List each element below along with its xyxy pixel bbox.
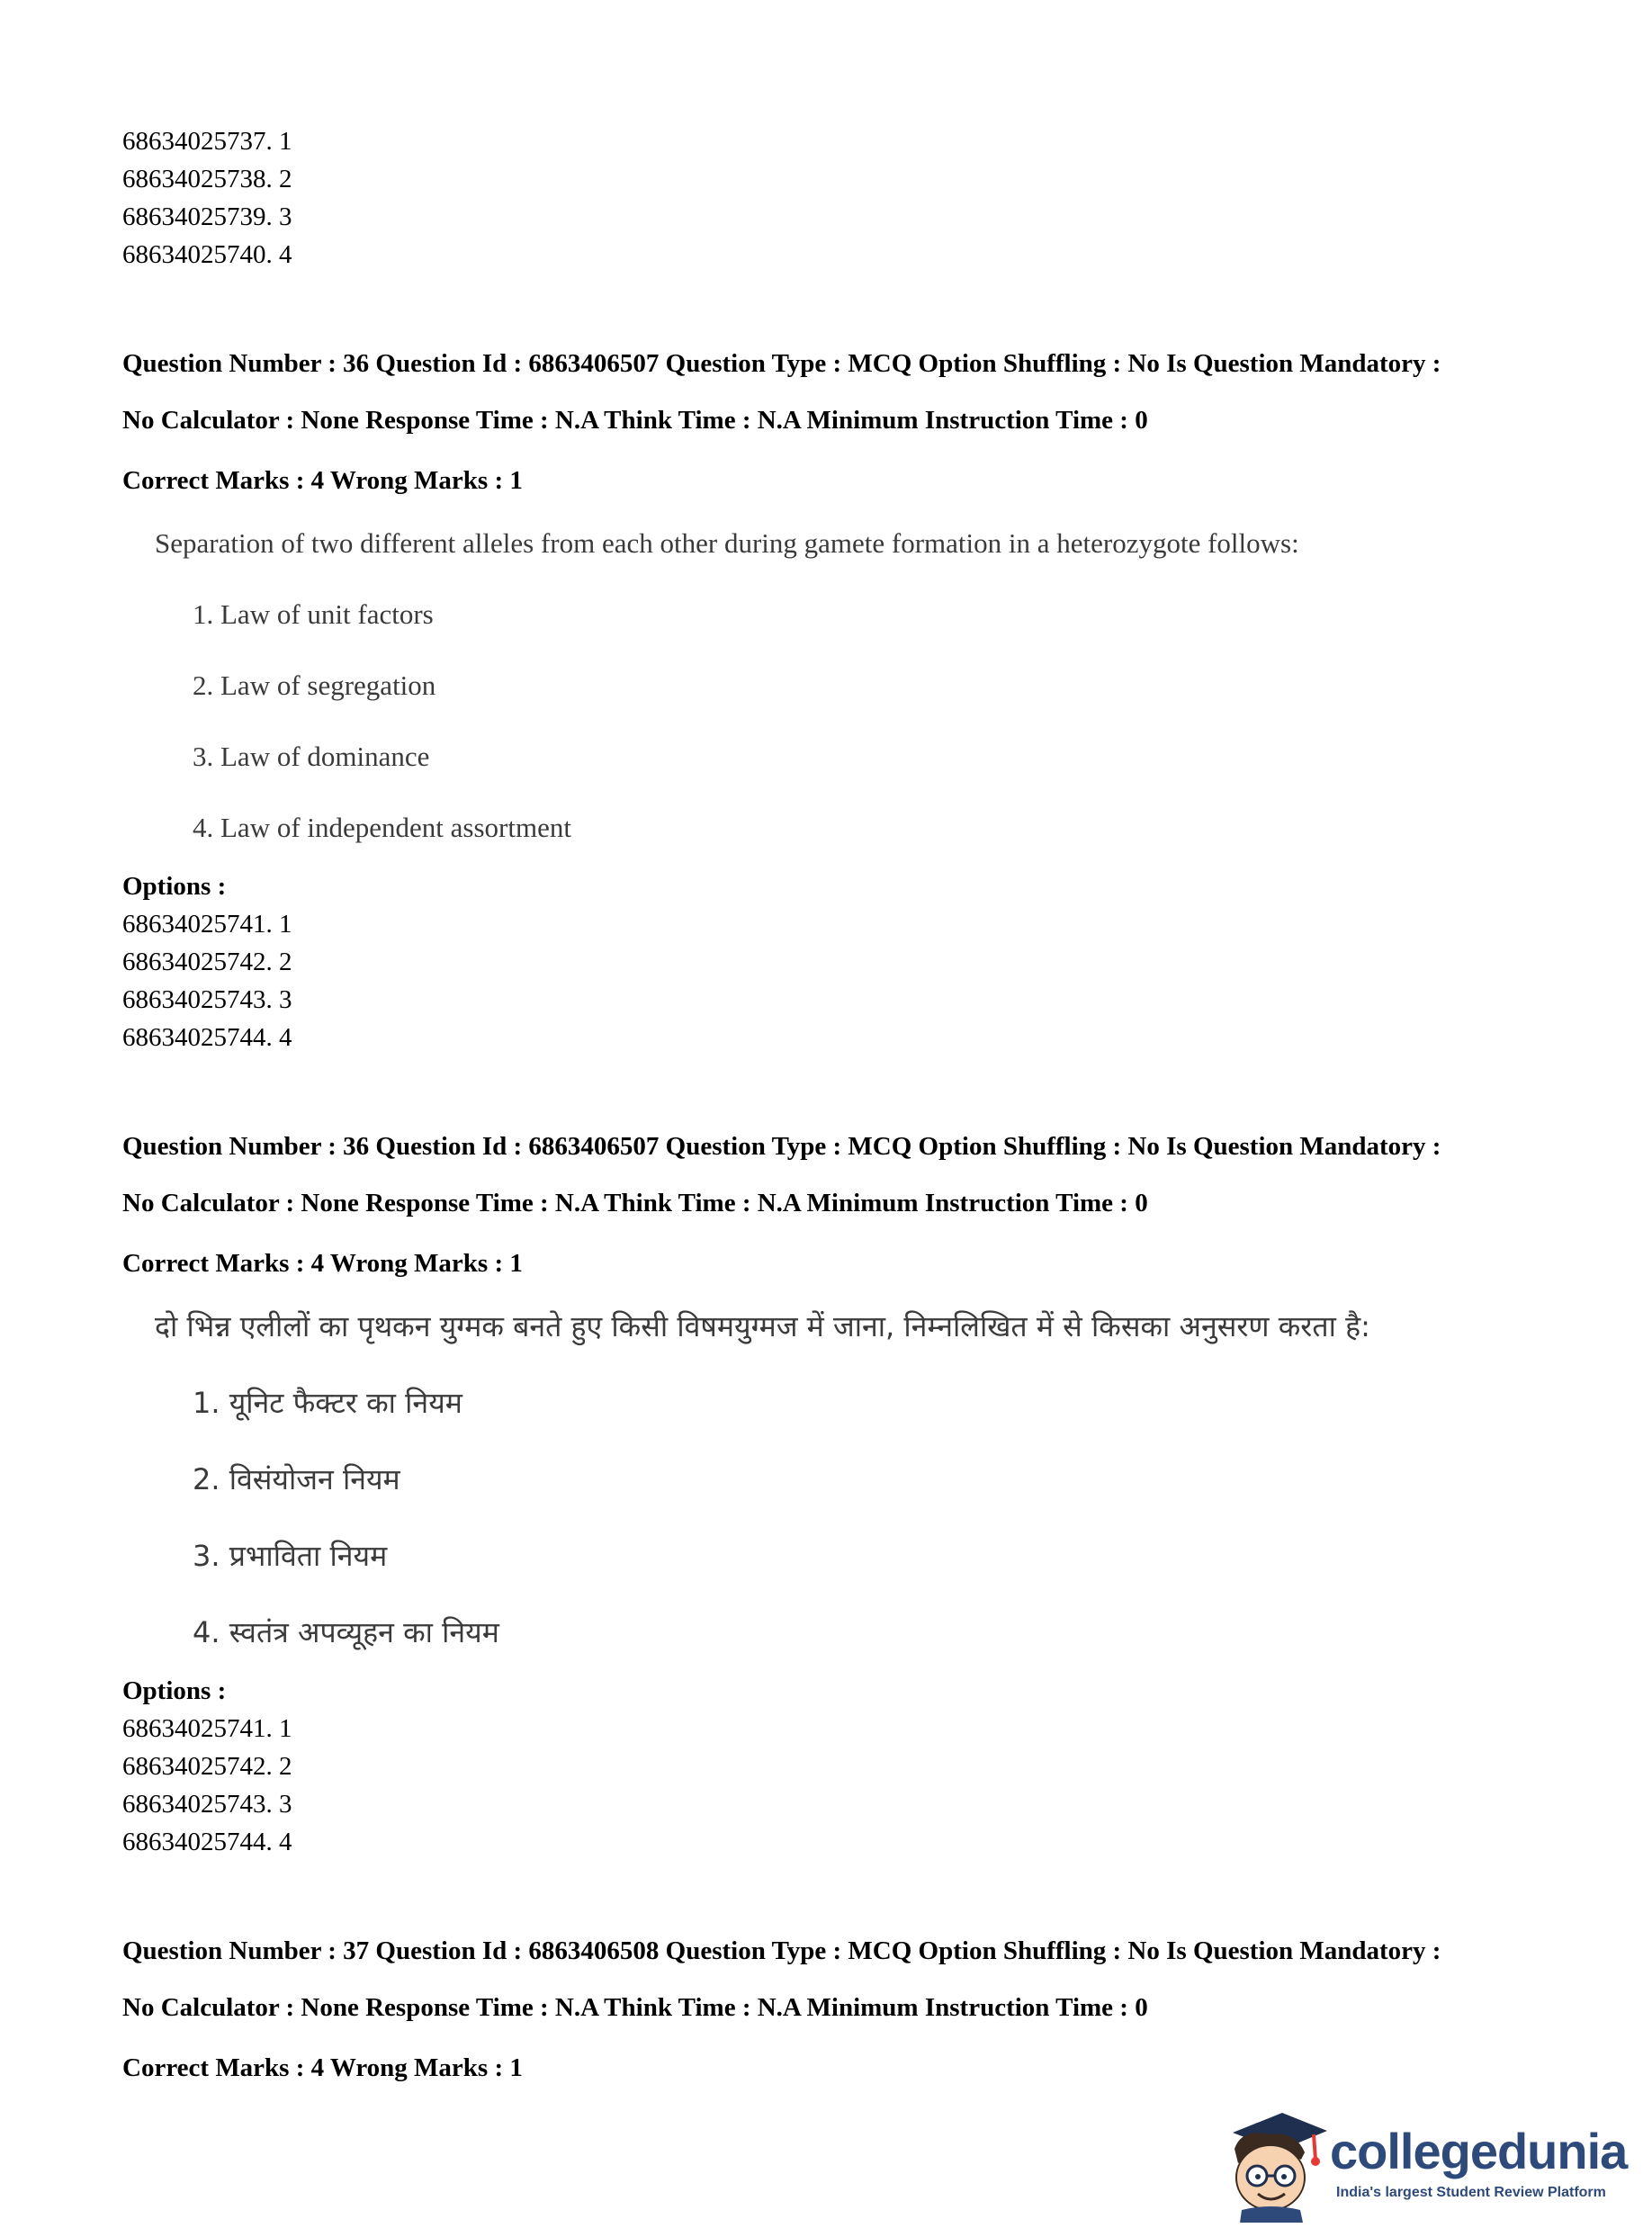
choice-item: 4. स्वतंत्र अपव्यूहन का नियम [193,1615,499,1649]
choice-item: 1. Law of unit factors [193,598,434,630]
option-line: 68634025737. 1 [122,127,292,156]
logo-wordmark: collegedunia [1330,2123,1628,2179]
question-block-36-en [122,348,1544,1056]
question-image [155,526,1544,846]
question-block-37 [122,1936,1544,2087]
choice-item: 3. Law of dominance [193,741,430,772]
question-text: दो भिन्न एलीलों का पृथकन युग्मक बनते हुए किसी विषमयुग्मज में जाना, निम्नलिखित में से किसका अनुसरण करता है: [155,1309,1370,1343]
question-meta: No Calculator : None Response Time : N.A Think Time : N.A Minimum Instruction Time : 0 [122,1993,1148,2022]
options-label: Options : [122,1676,227,1705]
question-meta: Question Number : 36 Question Id : 6863406507 Question Type : MCQ Option Shuffling : No Is Question Mandatory : [122,1132,1441,1161]
option-line: 68634025743. 3 [122,985,292,1014]
question-marks: Correct Marks : 4 Wrong Marks : 1 [122,2053,523,2082]
option-line: 68634025740. 4 [122,240,292,269]
question-meta: No Calculator : None Response Time : N.A Think Time : N.A Minimum Instruction Time : 0 [122,406,1148,435]
question-meta: No Calculator : None Response Time : N.A Think Time : N.A Minimum Instruction Time : 0 [122,1189,1148,1217]
option-line: 68634025743. 3 [122,1790,292,1819]
question-meta: Question Number : 37 Question Id : 6863406508 Question Type : MCQ Option Shuffling : No Is Question Mandatory : [122,1936,1441,1965]
option-line: 68634025744. 4 [122,1023,292,1052]
question-marks: Correct Marks : 4 Wrong Marks : 1 [122,466,523,495]
option-line: 68634025742. 2 [122,1752,292,1781]
question-image [155,1308,1544,1650]
choice-item: 1. यूनिट फैक्टर का नियम [193,1386,462,1420]
choice-item: 2. विसंयोजन नियम [193,1462,400,1496]
choice-item: 4. Law of independent assortment [193,812,571,843]
choice-item: 3. प्रभाविता नियम [193,1539,388,1573]
option-line: 68634025741. 1 [122,1714,292,1743]
top-options-list [122,122,1544,274]
choice-item: 2. Law of segregation [193,669,436,701]
collegedunia-logo [1215,2097,1647,2223]
question-text: Separation of two different alleles from each other during gamete formation in a heterozygote follows: [155,527,1299,559]
option-line: 68634025738. 2 [122,165,292,193]
option-line: 68634025741. 1 [122,910,292,939]
options-label: Options : [122,872,227,901]
option-line: 68634025739. 3 [122,202,292,231]
question-marks: Correct Marks : 4 Wrong Marks : 1 [122,1249,523,1278]
document-body [122,122,1544,2113]
option-line: 68634025744. 4 [122,1828,292,1856]
question-block-36-hi [122,1131,1544,1861]
option-line: 68634025742. 2 [122,948,292,976]
mascot-icon [1215,2097,1332,2223]
logo-tagline: India's largest Student Review Platform [1336,2185,1606,2200]
question-meta: Question Number : 36 Question Id : 6863406507 Question Type : MCQ Option Shuffling : No Is Question Mandatory : [122,349,1441,378]
